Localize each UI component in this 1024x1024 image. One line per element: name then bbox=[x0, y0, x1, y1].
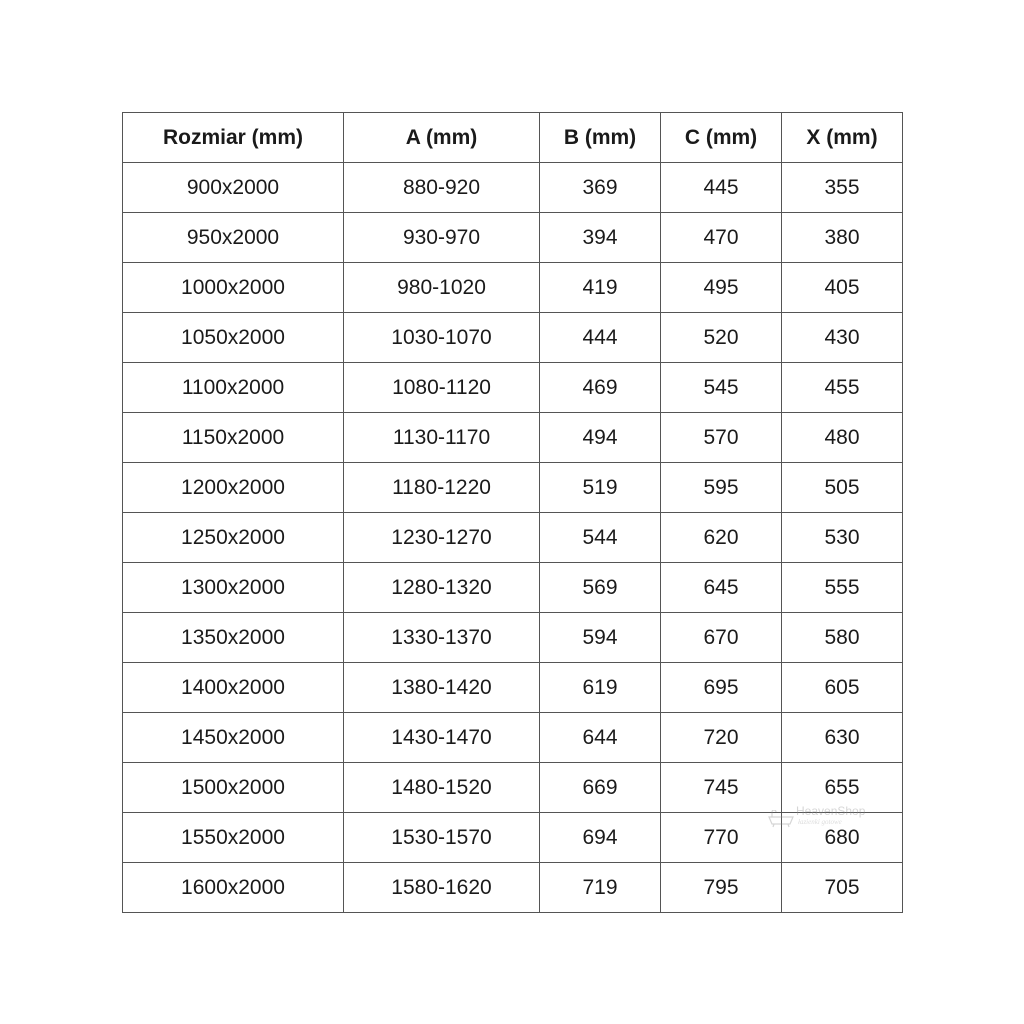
cell-b: 694 bbox=[540, 813, 661, 863]
cell-c: 670 bbox=[661, 613, 782, 663]
cell-a: 1080-1120 bbox=[344, 363, 540, 413]
cell-b: 394 bbox=[540, 213, 661, 263]
cell-c: 545 bbox=[661, 363, 782, 413]
cell-x: 705 bbox=[782, 863, 903, 913]
table-body bbox=[123, 163, 903, 913]
cell-c: 495 bbox=[661, 263, 782, 313]
table-row bbox=[123, 213, 903, 263]
watermark-tagline: łazienki gotowe bbox=[798, 818, 842, 826]
table-row bbox=[123, 713, 903, 763]
cell-a: 1380-1420 bbox=[344, 663, 540, 713]
table-row bbox=[123, 563, 903, 613]
cell-size: 1200x2000 bbox=[123, 463, 344, 513]
table-row bbox=[123, 263, 903, 313]
cell-x: 605 bbox=[782, 663, 903, 713]
cell-b: 469 bbox=[540, 363, 661, 413]
cell-size: 1500x2000 bbox=[123, 763, 344, 813]
cell-size: 1400x2000 bbox=[123, 663, 344, 713]
cell-size: 1150x2000 bbox=[123, 413, 344, 463]
cell-x: 405 bbox=[782, 263, 903, 313]
cell-c: 620 bbox=[661, 513, 782, 563]
cell-a: 930-970 bbox=[344, 213, 540, 263]
cell-size: 1000x2000 bbox=[123, 263, 344, 313]
cell-size: 1600x2000 bbox=[123, 863, 344, 913]
cell-b: 444 bbox=[540, 313, 661, 363]
cell-c: 720 bbox=[661, 713, 782, 763]
cell-x: 655 bbox=[782, 763, 903, 813]
watermark bbox=[768, 804, 878, 830]
header-b: B (mm) bbox=[540, 113, 661, 163]
cell-a: 1130-1170 bbox=[344, 413, 540, 463]
cell-size: 1300x2000 bbox=[123, 563, 344, 613]
cell-b: 669 bbox=[540, 763, 661, 813]
table-row bbox=[123, 663, 903, 713]
table-row bbox=[123, 613, 903, 663]
cell-c: 445 bbox=[661, 163, 782, 213]
cell-a: 980-1020 bbox=[344, 263, 540, 313]
header-a: A (mm) bbox=[344, 113, 540, 163]
cell-c: 570 bbox=[661, 413, 782, 463]
bathtub-icon bbox=[768, 810, 794, 828]
table-header bbox=[123, 113, 903, 163]
cell-x: 555 bbox=[782, 563, 903, 613]
cell-x: 380 bbox=[782, 213, 903, 263]
dimensions-table bbox=[122, 112, 903, 913]
cell-a: 1230-1270 bbox=[344, 513, 540, 563]
cell-c: 645 bbox=[661, 563, 782, 613]
cell-a: 1480-1520 bbox=[344, 763, 540, 813]
cell-size: 950x2000 bbox=[123, 213, 344, 263]
cell-b: 369 bbox=[540, 163, 661, 213]
cell-b: 519 bbox=[540, 463, 661, 513]
cell-b: 619 bbox=[540, 663, 661, 713]
cell-c: 520 bbox=[661, 313, 782, 363]
cell-x: 455 bbox=[782, 363, 903, 413]
cell-x: 355 bbox=[782, 163, 903, 213]
cell-x: 430 bbox=[782, 313, 903, 363]
cell-size: 1100x2000 bbox=[123, 363, 344, 413]
cell-c: 595 bbox=[661, 463, 782, 513]
cell-size: 1250x2000 bbox=[123, 513, 344, 563]
cell-x: 680 bbox=[782, 813, 903, 863]
cell-size: 1350x2000 bbox=[123, 613, 344, 663]
header-size: Rozmiar (mm) bbox=[123, 113, 344, 163]
table-row bbox=[123, 363, 903, 413]
table-row bbox=[123, 313, 903, 363]
table-row bbox=[123, 863, 903, 913]
header-x: X (mm) bbox=[782, 113, 903, 163]
cell-b: 719 bbox=[540, 863, 661, 913]
cell-a: 1580-1620 bbox=[344, 863, 540, 913]
table-row bbox=[123, 163, 903, 213]
cell-c: 745 bbox=[661, 763, 782, 813]
cell-size: 900x2000 bbox=[123, 163, 344, 213]
cell-b: 544 bbox=[540, 513, 661, 563]
cell-x: 530 bbox=[782, 513, 903, 563]
cell-x: 480 bbox=[782, 413, 903, 463]
header-c: C (mm) bbox=[661, 113, 782, 163]
cell-a: 1430-1470 bbox=[344, 713, 540, 763]
cell-a: 1330-1370 bbox=[344, 613, 540, 663]
watermark-name: HeavenShop bbox=[796, 804, 866, 818]
cell-size: 1450x2000 bbox=[123, 713, 344, 763]
cell-a: 880-920 bbox=[344, 163, 540, 213]
cell-b: 644 bbox=[540, 713, 661, 763]
header-row bbox=[123, 113, 903, 163]
cell-x: 580 bbox=[782, 613, 903, 663]
cell-size: 1550x2000 bbox=[123, 813, 344, 863]
cell-c: 795 bbox=[661, 863, 782, 913]
cell-c: 695 bbox=[661, 663, 782, 713]
cell-c: 770 bbox=[661, 813, 782, 863]
cell-x: 630 bbox=[782, 713, 903, 763]
cell-a: 1180-1220 bbox=[344, 463, 540, 513]
cell-a: 1030-1070 bbox=[344, 313, 540, 363]
cell-c: 470 bbox=[661, 213, 782, 263]
cell-b: 594 bbox=[540, 613, 661, 663]
cell-b: 494 bbox=[540, 413, 661, 463]
cell-x: 505 bbox=[782, 463, 903, 513]
cell-a: 1530-1570 bbox=[344, 813, 540, 863]
cell-b: 419 bbox=[540, 263, 661, 313]
cell-a: 1280-1320 bbox=[344, 563, 540, 613]
table-row bbox=[123, 413, 903, 463]
table-row bbox=[123, 513, 903, 563]
table-row bbox=[123, 463, 903, 513]
cell-b: 569 bbox=[540, 563, 661, 613]
cell-size: 1050x2000 bbox=[123, 313, 344, 363]
